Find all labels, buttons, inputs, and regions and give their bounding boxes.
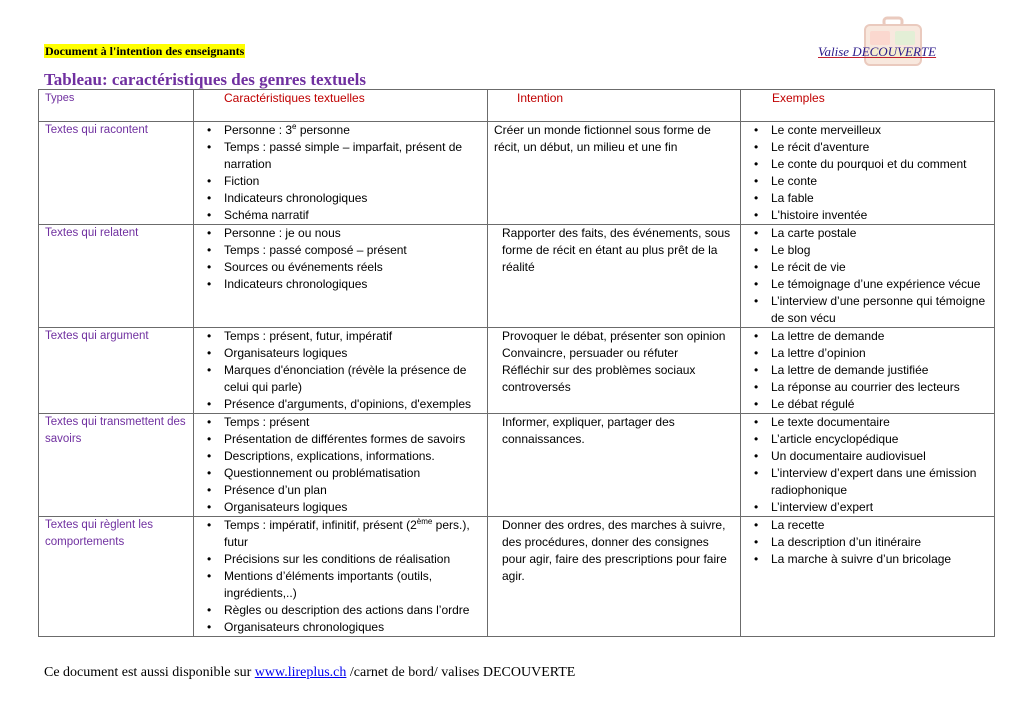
row-intention [488, 414, 741, 517]
column-header-intention: Intention [488, 90, 741, 122]
example-item: • L’article encyclopédique [747, 431, 988, 448]
intention-text: Donner des ordres, des marches à suivre, des procédures, donner des consignes pour agir, faire des prescriptions pour faire agir. [502, 518, 727, 583]
table-row [39, 122, 995, 225]
characteristics-list [200, 122, 481, 224]
footer-suffix: /carnet de bord/ valises DECOUVERTE [346, 665, 576, 680]
row-type: Textes qui racontent [39, 122, 194, 225]
characteristic-item: • Organisateurs logiques [200, 499, 481, 516]
characteristics-list [200, 328, 481, 413]
example-item: • Le blog [747, 242, 988, 259]
row-intention [488, 328, 741, 414]
characteristic-item: • Schéma narratif [200, 207, 481, 224]
row-examples [741, 225, 995, 328]
characteristic-item: • Temps : présent [200, 414, 481, 431]
example-item: • La lettre de demande justifiée [747, 362, 988, 379]
row-examples [741, 122, 995, 225]
characteristic-item: • Descriptions, explications, informations. [200, 448, 481, 465]
row-characteristics [194, 328, 488, 414]
characteristic-item: • Organisateurs logiques [200, 345, 481, 362]
column-header-characteristics: Caractéristiques textuelles [194, 90, 488, 122]
characteristic-item: • Mentions d’éléments importants (outils, ingrédients,..) [200, 568, 481, 602]
row-examples [741, 517, 995, 637]
characteristic-item: • Personne : je ou nous [200, 225, 481, 242]
example-item: • Le témoignage d’une expérience vécue [747, 276, 988, 293]
column-header-types: Types [39, 90, 194, 122]
example-item: • L’interview d’expert [747, 499, 988, 516]
table-row [39, 517, 995, 637]
examples-list [747, 517, 988, 568]
characteristics-list [200, 225, 481, 293]
intention-text: Rapporter des faits, des événements, sous forme de récit en étant au plus prêt de la réalité [502, 226, 731, 274]
example-item: • Le conte du pourquoi et du comment [747, 156, 988, 173]
example-item: • La recette [747, 517, 988, 534]
characteristic-item: • Questionnement ou problématisation [200, 465, 481, 482]
example-item: • Le récit d'aventure [747, 139, 988, 156]
audience-label: Document à l'intention des enseignants [45, 44, 245, 58]
characteristic-item: • Marques d'énonciation (révèle la présence de celui qui parle) [200, 362, 481, 396]
intention-text: Provoquer le débat, présenter son opinion [502, 329, 726, 343]
table-row [39, 225, 995, 328]
row-characteristics [194, 122, 488, 225]
examples-list [747, 328, 988, 413]
characteristic-item: • Sources ou événements réels [200, 259, 481, 276]
table-header-row [39, 90, 995, 122]
example-item: • La carte postale [747, 225, 988, 242]
example-item: • L’interview d’une personne qui témoigne de son vécu [747, 293, 988, 327]
footer-link[interactable]: www.lireplus.ch [254, 665, 347, 680]
row-type: Textes qui transmettent des savoirs [39, 414, 194, 517]
row-type: Textes qui argument [39, 328, 194, 414]
characteristic-item: • Temps : impératif, infinitif, présent (2ème pers.), futur [200, 517, 481, 551]
characteristic-item: • Présence d'arguments, d'opinions, d'exemples [200, 396, 481, 413]
table-body [39, 122, 995, 637]
examples-list [747, 414, 988, 516]
characteristic-item: • Temps : passé simple – imparfait, présent de narration [200, 139, 481, 173]
characteristic-item: • Temps : présent, futur, impératif [200, 328, 481, 345]
characteristic-item: • Indicateurs chronologiques [200, 276, 481, 293]
characteristics-list [200, 517, 481, 636]
brand-label: Valise DECOUVERTE [818, 44, 937, 59]
example-item: • L'histoire inventée [747, 207, 988, 224]
example-item: • Le conte [747, 173, 988, 190]
example-item: • La description d’un itinéraire [747, 534, 988, 551]
row-characteristics [194, 414, 488, 517]
characteristics-list [200, 414, 481, 516]
example-item: • Le conte merveilleux [747, 122, 988, 139]
examples-list [747, 122, 988, 224]
row-type: Textes qui règlent les comportements [39, 517, 194, 637]
characteristic-item: • Précisions sur les conditions de réalisation [200, 551, 481, 568]
page-title: Tableau: caractéristiques des genres textuels [44, 70, 367, 89]
characteristic-item: • Règles ou description des actions dans l’ordre [200, 602, 481, 619]
column-header-examples: Exemples [741, 90, 995, 122]
table-row [39, 328, 995, 414]
example-item: • La lettre de demande [747, 328, 988, 345]
footer [44, 665, 575, 681]
row-intention [488, 225, 741, 328]
intention-text: Réfléchir sur des problèmes sociaux controversés [502, 363, 696, 394]
row-intention [488, 517, 741, 637]
row-examples [741, 414, 995, 517]
example-item: • Un documentaire audiovisuel [747, 448, 988, 465]
row-characteristics [194, 225, 488, 328]
table-row [39, 414, 995, 517]
row-characteristics [194, 517, 488, 637]
example-item: • L’interview d’expert dans une émission radiophonique [747, 465, 988, 499]
row-intention [488, 122, 741, 225]
characteristic-item: • Présentation de différentes formes de savoirs [200, 431, 481, 448]
characteristic-item: • Temps : passé composé – présent [200, 242, 481, 259]
example-item: • La marche à suivre d’un bricolage [747, 551, 988, 568]
row-type: Textes qui relatent [39, 225, 194, 328]
characteristic-item: • Organisateurs chronologiques [200, 619, 481, 636]
example-item: • La lettre d’opinion [747, 345, 988, 362]
row-examples [741, 328, 995, 414]
example-item: • La réponse au courrier des lecteurs [747, 379, 988, 396]
intention-text: Créer un monde fictionnel sous forme de récit, un début, un milieu et une fin [494, 123, 711, 154]
intention-text: Informer, expliquer, partager des connaissances. [502, 415, 675, 446]
characteristic-item: • Présence d’un plan [200, 482, 481, 499]
example-item: • Le texte documentaire [747, 414, 988, 431]
examples-list [747, 225, 988, 327]
footer-prefix: Ce document est aussi disponible sur [44, 665, 255, 680]
suitcase-logo-icon [862, 16, 924, 68]
example-item: • La fable [747, 190, 988, 207]
intention-text: Convaincre, persuader ou réfuter [502, 346, 679, 360]
characteristic-item: • Personne : 3e personne [200, 122, 481, 139]
characteristic-item: • Indicateurs chronologiques [200, 190, 481, 207]
genres-table [38, 89, 995, 637]
example-item: • Le débat régulé [747, 396, 988, 413]
characteristic-item: • Fiction [200, 173, 481, 190]
example-item: • Le récit de vie [747, 259, 988, 276]
